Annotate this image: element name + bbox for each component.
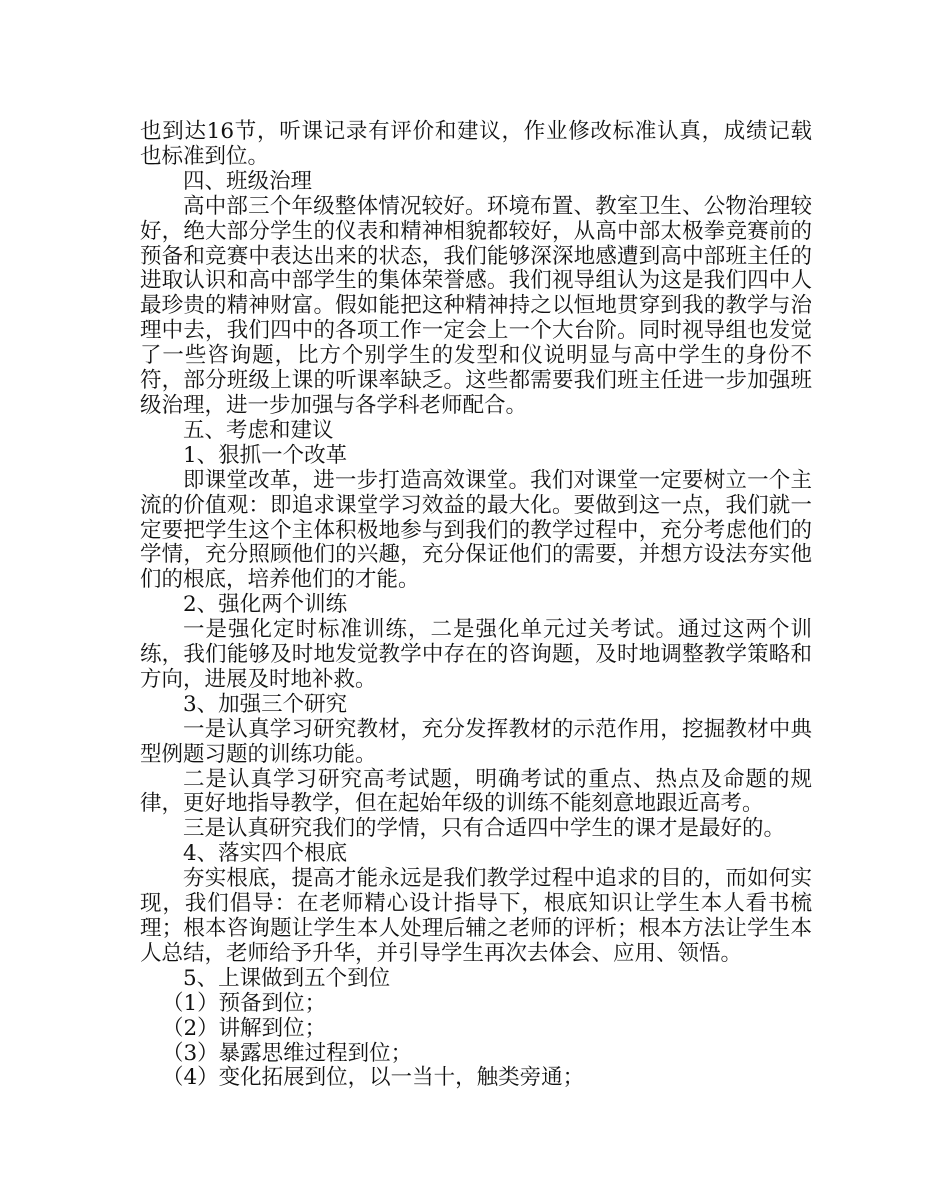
paragraph: 夯实根底，提高才能永远是我们教学过程中追求的目的，而如何实现，我们倡导：在老师精心设计指导下，根底知识让学生本人看书梳理；根本咨询题让学生本人处理后辅之老师的评析；根本方法让学生本人总结，老师给予升华，并引导学生再次去体会、应用、领悟。 — [140, 866, 812, 966]
subheading-training: 2、强化两个训练 — [183, 592, 348, 618]
subheading-reform: 1、狠抓一个改革 — [183, 442, 348, 468]
paragraph: 即课堂改革，进一步打造高效课堂。我们对课堂一定要树立一个主流的价值观：即追求课堂学习效益的最大化。要做到这一点，我们就一定要把学生这个主体积极地参与到我们的教学过程中，充分考虑他们的学情，充分照顾他们的兴趣，充分保证他们的需要，并想方设法夯实他们的根底，培养他们的才能。 — [140, 467, 812, 593]
list-item: （1）预备到位； — [162, 990, 327, 1016]
subheading-research: 3、加强三个研究 — [183, 691, 348, 717]
paragraph: 高中部三个年级整体情况较好。环境布置、教室卫生、公物治理较好，绝大部分学生的仪表和精神相貌都较好，从高中部太极拳竞赛前的预备和竞赛中表达出来的状态，我们能够深深地感遭到高中部班主任的进取认识和高中部学生的集体荣誉感。我们视导组认为这是我们四中人最珍贵的精神财富。假如能把这种精神持之以恒地贯穿到我的教学与治理中去，我们四中的各项工作一定会上一个大台阶。同时视导组也发觉了一些咨询题，比方个别学生的发型和仪说明显与高中学生的身份不符，部分班级上课的听课率缺乏。这些都需要我们班主任进一步加强班级治理，进一步加强与各学科老师配合。 — [140, 193, 812, 418]
paragraph: 一是强化定时标准训练，二是强化单元过关考试。通过这两个训练，我们能够及时地发觉教学中存在的咨询题，及时地调整教学策略和方向，进展及时地补救。 — [140, 617, 812, 692]
paragraph: 一是认真学习研究教材，充分发挥教材的示范作用，挖掘教材中典型例题习题的训练功能。 — [140, 716, 812, 767]
paragraph-continued: 也到达16节，听课记录有评价和建议，作业修改标准认真，成绩记载也标准到位。 — [140, 119, 812, 169]
paragraph: 二是认真学习研究高考试题，明确考试的重点、热点及命题的规律，更好地指导教学，但在起始年级的训练不能刻意地跟近高考。 — [140, 766, 812, 817]
list-item: （4）变化拓展到位，以一当十，触类旁通； — [162, 1065, 585, 1091]
paragraph: 三是认真研究我们的学情，只有合适四中学生的课才是最好的。 — [183, 816, 786, 842]
list-item: （3）暴露思维过程到位； — [162, 1040, 413, 1066]
subheading-five-in-place: 5、上课做到五个到位 — [183, 965, 391, 991]
section-heading-suggestions: 五、考虑和建议 — [183, 417, 334, 443]
subheading-foundations: 4、落实四个根底 — [183, 841, 348, 867]
document-body — [140, 120, 812, 1091]
list-item: （2）讲解到位； — [162, 1015, 327, 1041]
section-heading-class-management: 四、班级治理 — [183, 168, 313, 194]
